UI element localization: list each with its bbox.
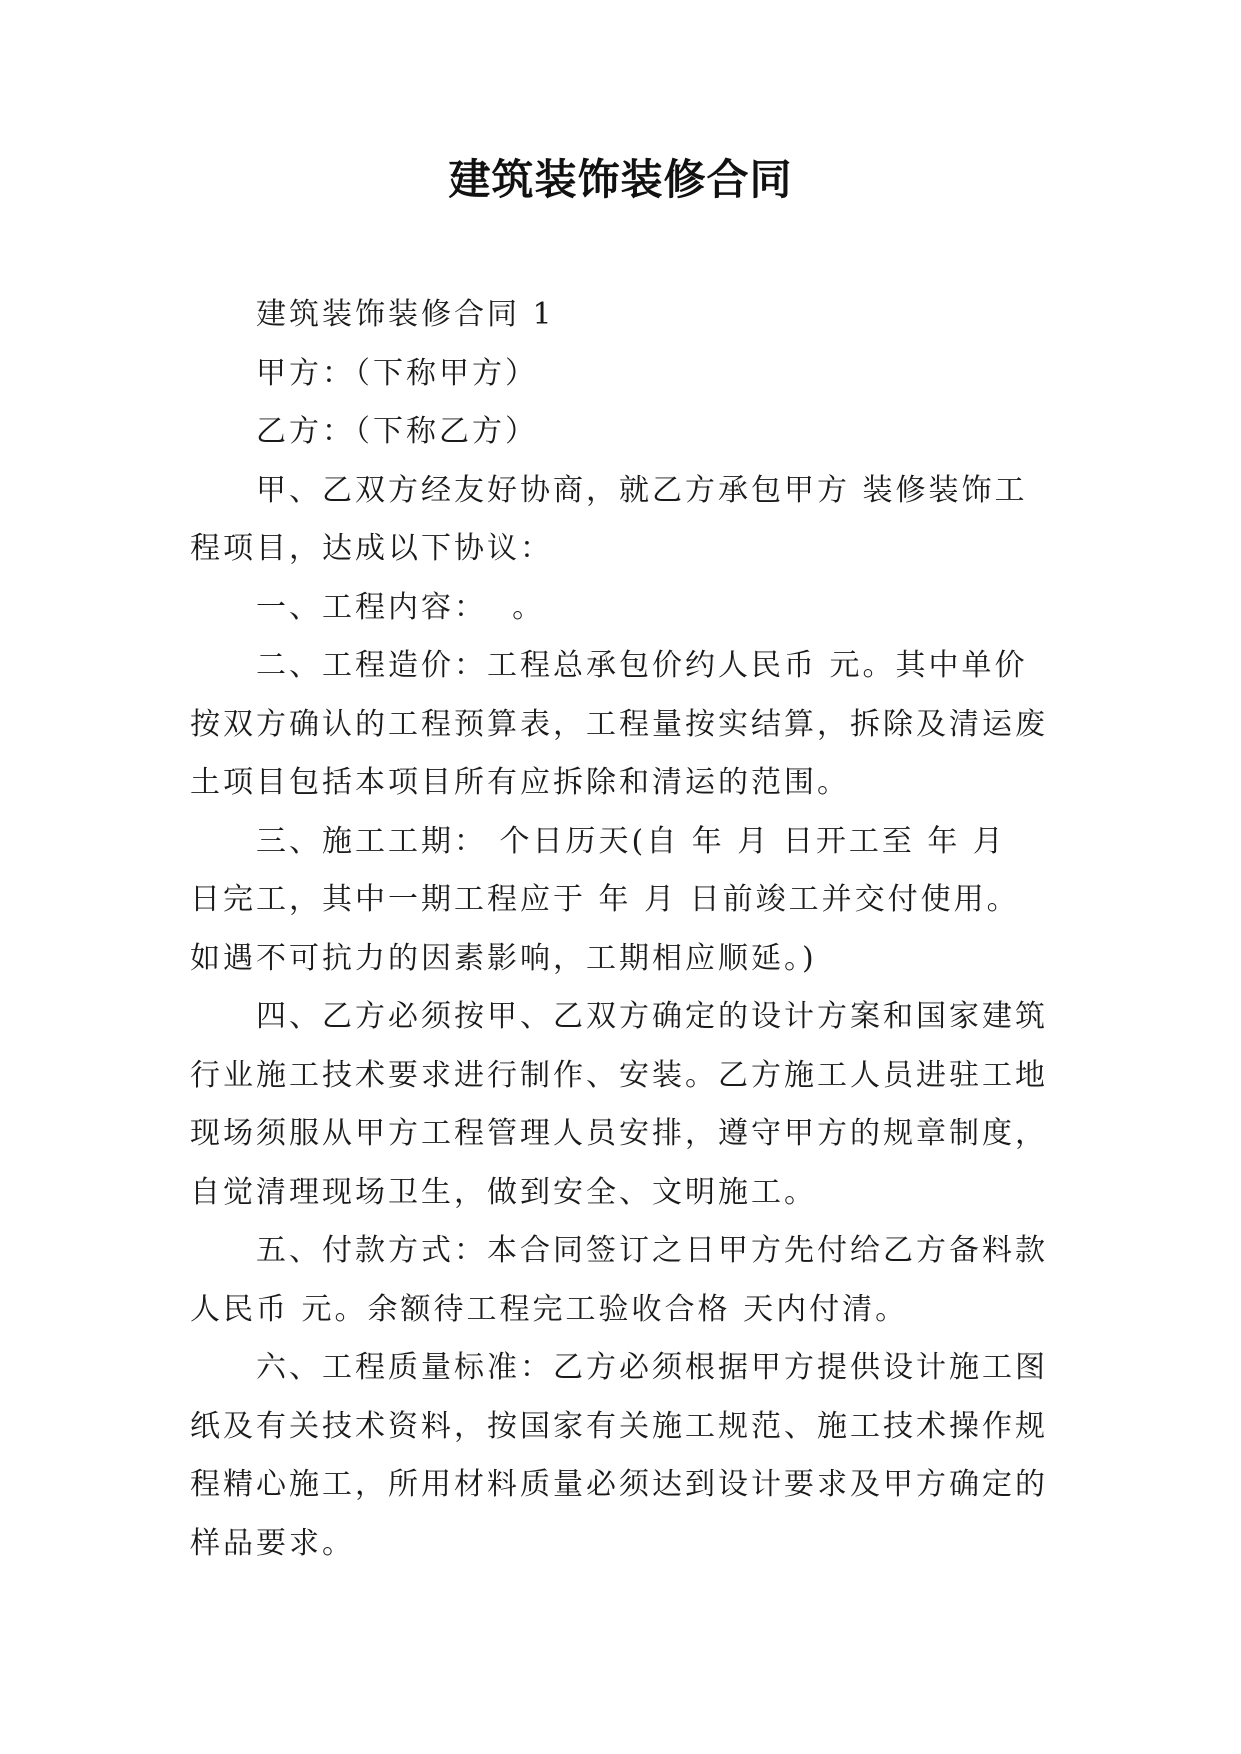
paragraph-clause-6 xyxy=(190,1339,1056,1573)
text-line: 自觉清理现场卫生，做到安全、文明施工。 xyxy=(190,1174,817,1210)
text-line: 五、付款方式：本合同签订之日甲方先付给乙方备料款 xyxy=(256,1233,1048,1268)
text-line: 甲方：（下称甲方） xyxy=(256,355,538,391)
text-line: 程项目，达成以下协议： xyxy=(190,531,553,566)
text-line: 程精心施工，所用材料质量必须达到设计要求及甲方确定的 xyxy=(190,1467,1048,1502)
paragraph-party-a xyxy=(190,345,1056,404)
page-title: 建筑装饰装修合同 xyxy=(448,155,793,204)
paragraph-clause-5 xyxy=(190,1222,1056,1339)
text-line: 一、工程内容： 。 xyxy=(256,589,546,625)
text-line: 三、施工工期： 个日历天(自 年 月 日开工至 年 月 xyxy=(256,823,1006,859)
text-line: 四、乙方必须按甲、乙双方确定的设计方案和国家建筑 xyxy=(256,999,1048,1034)
text-line: 乙方：（下称乙方） xyxy=(256,414,538,449)
paragraph-preamble xyxy=(190,462,1056,579)
text-line: 甲、乙双方经友好协商，就乙方承包甲方 装修装饰工 xyxy=(256,472,1028,508)
text-line: 样品要求。 xyxy=(190,1525,355,1561)
paragraph-clause-1 xyxy=(190,579,1056,638)
document-body xyxy=(190,286,1056,1573)
paragraph-clause-3 xyxy=(190,813,1056,989)
text-line: 现场须服从甲方工程管理人员安排，遵守甲方的规章制度， xyxy=(190,1116,1048,1151)
paragraph-clause-2 xyxy=(190,637,1056,813)
text-line: 按双方确认的工程预算表，工程量按实结算，拆除及清运废 xyxy=(190,706,1048,742)
text-line: 如遇不可抗力的因素影响，工期相应顺延。) xyxy=(190,940,817,976)
text-line: 人民币 元。余额待工程完工验收合格 天内付清。 xyxy=(190,1291,909,1327)
paragraph-clause-4 xyxy=(190,988,1056,1222)
text-line: 土项目包括本项目所有应拆除和清运的范围。 xyxy=(190,765,850,800)
text-line: 建筑装饰装修合同 1 xyxy=(256,297,555,332)
text-line: 二、工程造价：工程总承包价约人民币 元。其中单价 xyxy=(256,648,1028,683)
text-line: 日完工，其中一期工程应于 年 月 日前竣工并交付使用。 xyxy=(190,882,1020,917)
paragraph-contract-number xyxy=(190,286,1056,345)
paragraph-party-b xyxy=(190,403,1056,462)
text-line: 纸及有关技术资料，按国家有关施工规范、施工技术操作规 xyxy=(190,1408,1048,1444)
text-line: 行业施工技术要求进行制作、安装。乙方施工人员进驻工地 xyxy=(190,1057,1048,1093)
text-line: 六、工程质量标准：乙方必须根据甲方提供设计施工图 xyxy=(256,1350,1048,1385)
